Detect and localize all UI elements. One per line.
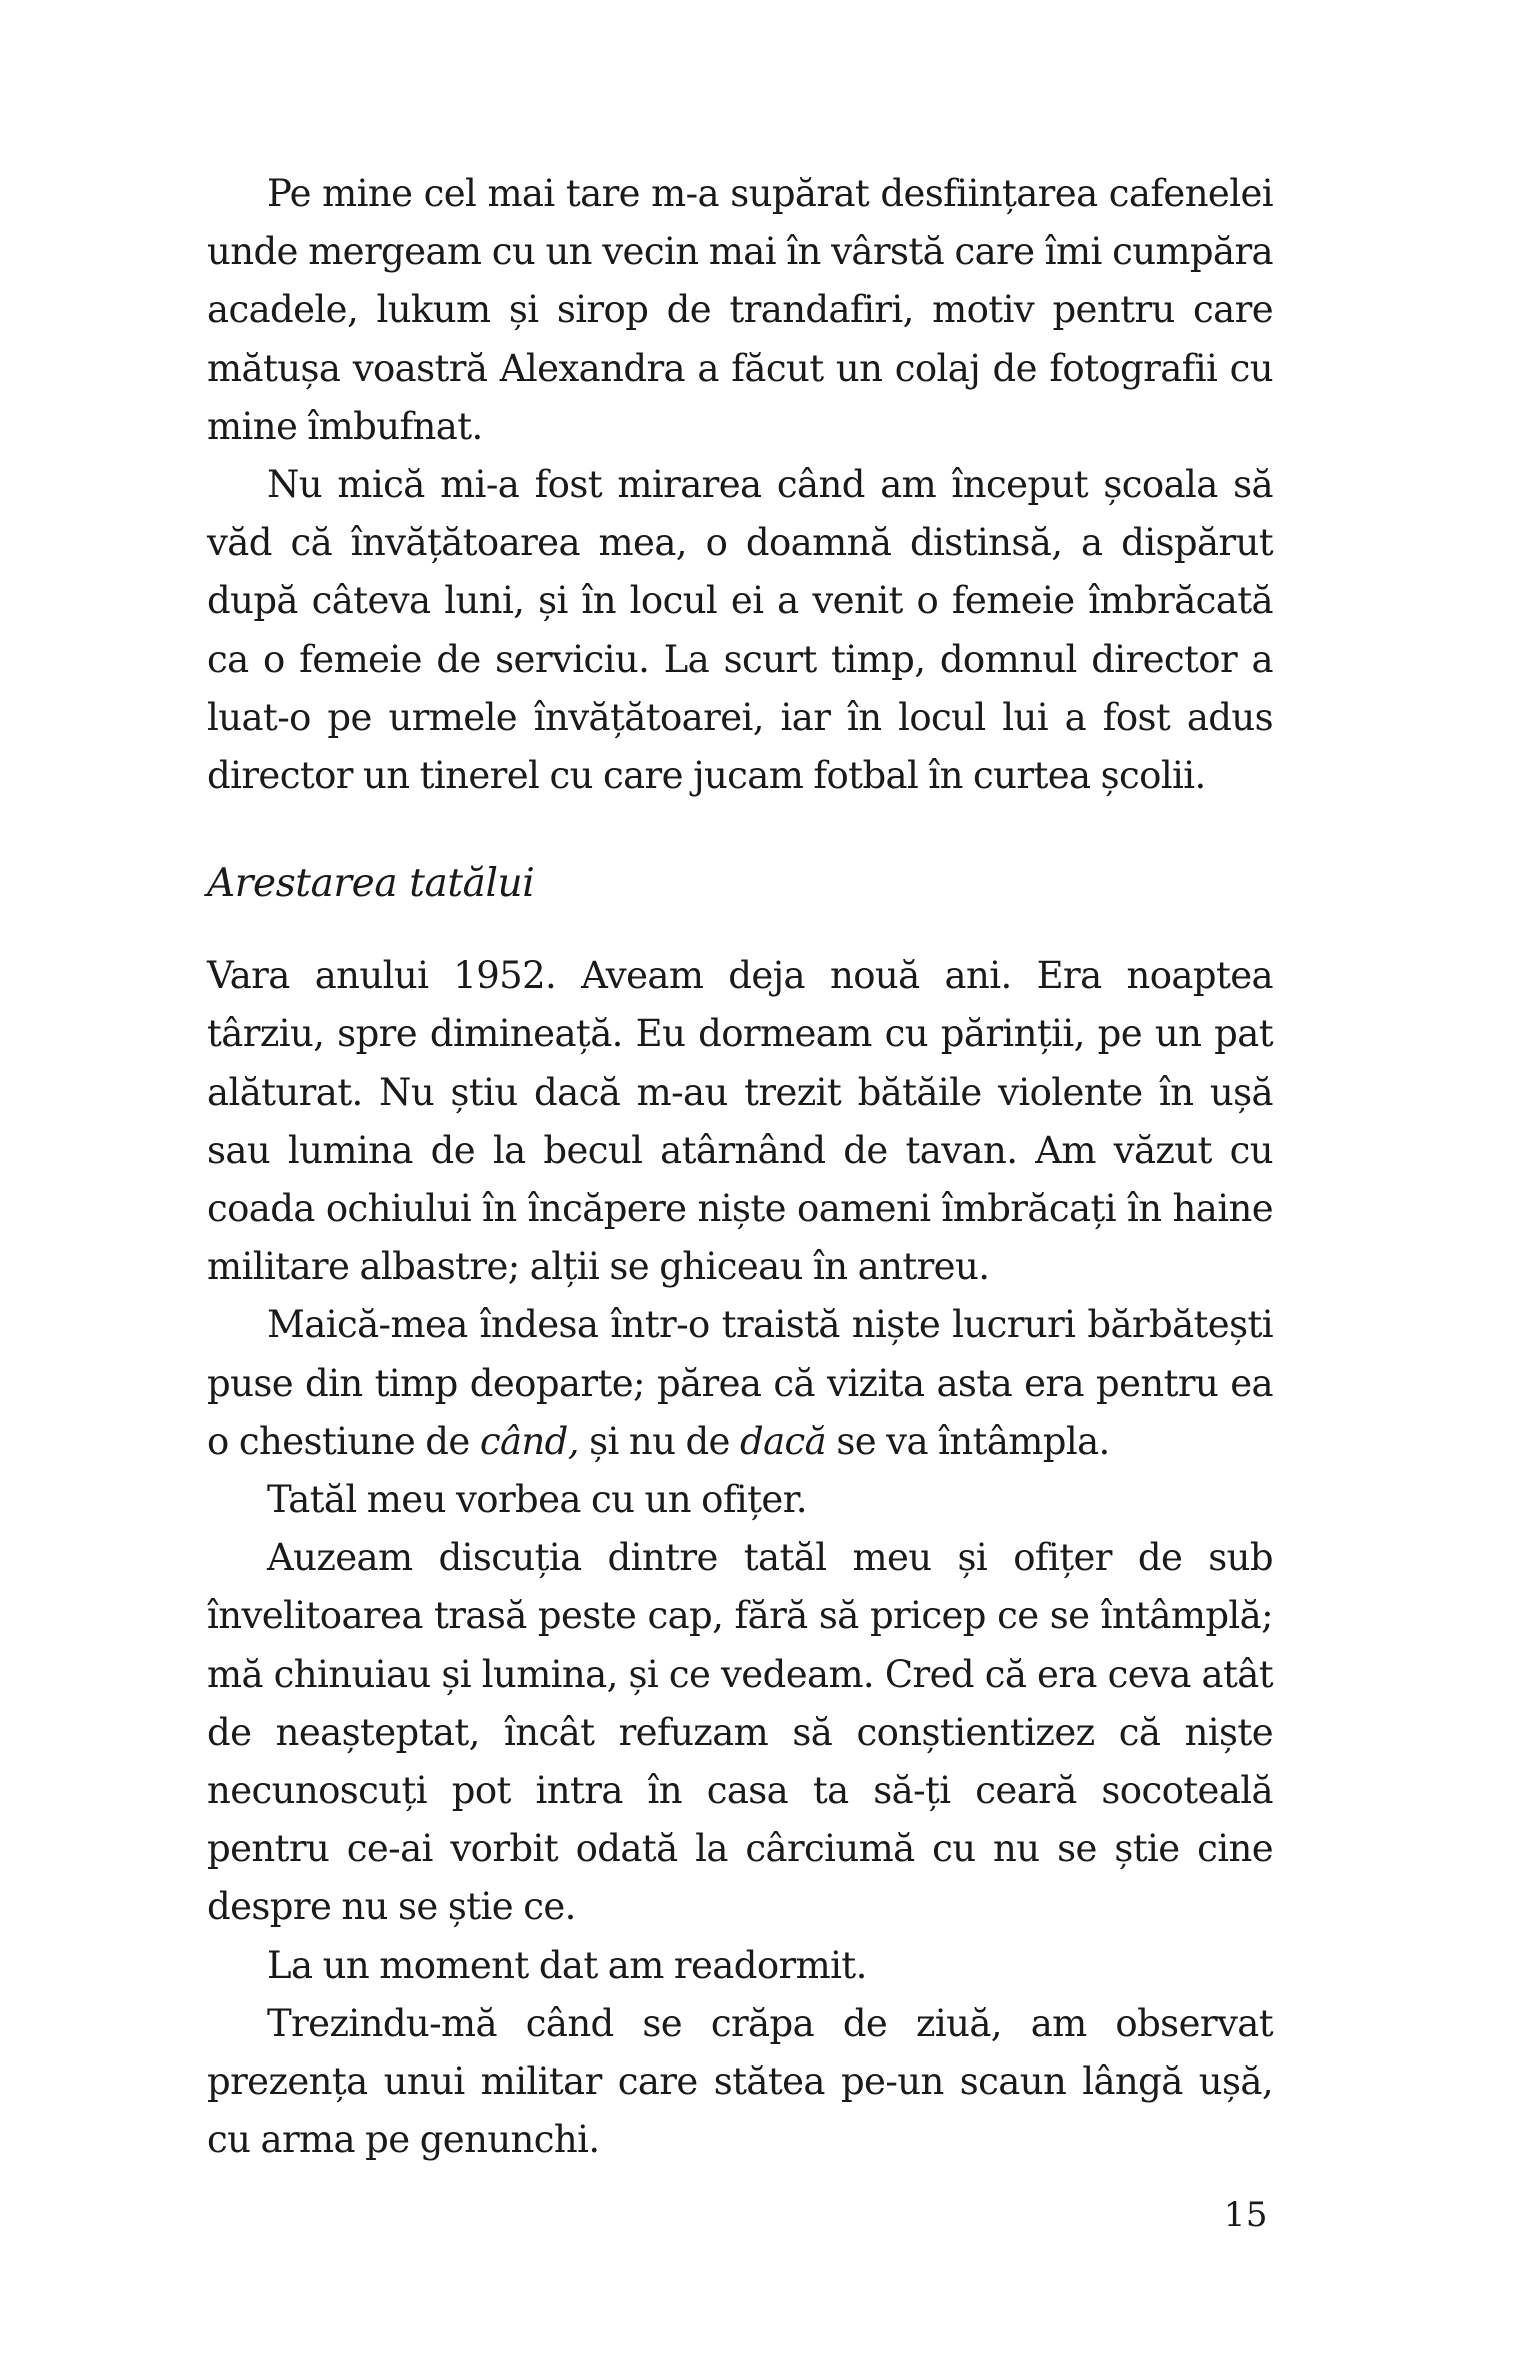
paragraph-mother-mid: și nu de xyxy=(578,1419,741,1463)
paragraph-mother-start: Maică-mea îndesa într-o traistă niște lucruri bărbătești puse din timp deoparte; părea că vizita asta era pentru ea o chestiune de xyxy=(207,1303,1273,1463)
paragraph-fell-asleep: La un moment dat am readormit. xyxy=(267,1943,867,1987)
paragraph-father-officer: Tatăl meu vorbea cu un ofițer. xyxy=(267,1478,807,1522)
paragraph-discussion: Auzeam discuția dintre tatăl meu și ofițer de sub învelitoarea trasă peste cap, fără să pricep ce se întâmplă; mă chinuiau și lumina, și ce vedeam. Cred că era ceva atât de neașteptat, încât refuzam să conștientizez că niște necunoscuți pot intra în casa ta să-ți ceară socoteală pentru ce-ai vorbit odată la cârciumă cu nu se știe cine despre nu se știe ce. xyxy=(207,1536,1273,1929)
paragraph-school: Nu mică mi-a fost mirarea când am început școala să văd că învățătoarea mea, o doamnă distinsă, a dispărut după câteva luni, și în locul ei a venit o femeie îmbrăcată ca o femeie de serviciu. La scurt timp, domnul director a luat-o pe urmele învățătoarei, iar în locul lui a fost adus director un tinerel cu care jucam fotbal în curtea școlii. xyxy=(207,463,1273,798)
section-heading: Arestarea tatălui xyxy=(207,861,535,907)
paragraph-mother-end: se va întâmpla. xyxy=(826,1419,1110,1463)
emphasis-daca: dacă xyxy=(740,1419,827,1463)
book-page xyxy=(207,165,1273,2170)
paragraph-dawn: Trezindu-mă când se crăpa de ziuă, am observat prezența unui militar care stătea pe-un scaun lângă ușă, cu arma pe genunchi. xyxy=(207,2001,1273,2162)
emphasis-cand: când, xyxy=(479,1419,579,1463)
paragraph-cafe: Pe mine cel mai tare m-a supărat desființarea cafenelei unde mergeam cu un vecin mai în vârstă care îmi cumpăra acadele, lukum și sirop de trandafiri, motiv pentru care mătușa voastră Alexandra a făcut un colaj de fotografii cu mine îmbufnat. xyxy=(207,172,1273,448)
page-number: 15 xyxy=(1223,2195,1268,2235)
paragraph-mother xyxy=(207,1296,1273,1471)
paragraph-summer-1952: Vara anului 1952. Aveam deja nouă ani. Era noaptea târziu, spre dimineață. Eu dormeam cu părinții, pe un pat alăturat. Nu știu dacă m-au trezit bătăile violente în ușă sau lumina de la becul atârnând de tavan. Am văzut cu coada ochiului în încăpere niște oameni îmbrăcați în haine militare albastre; alții se ghiceau în antreu. xyxy=(207,954,1273,1289)
